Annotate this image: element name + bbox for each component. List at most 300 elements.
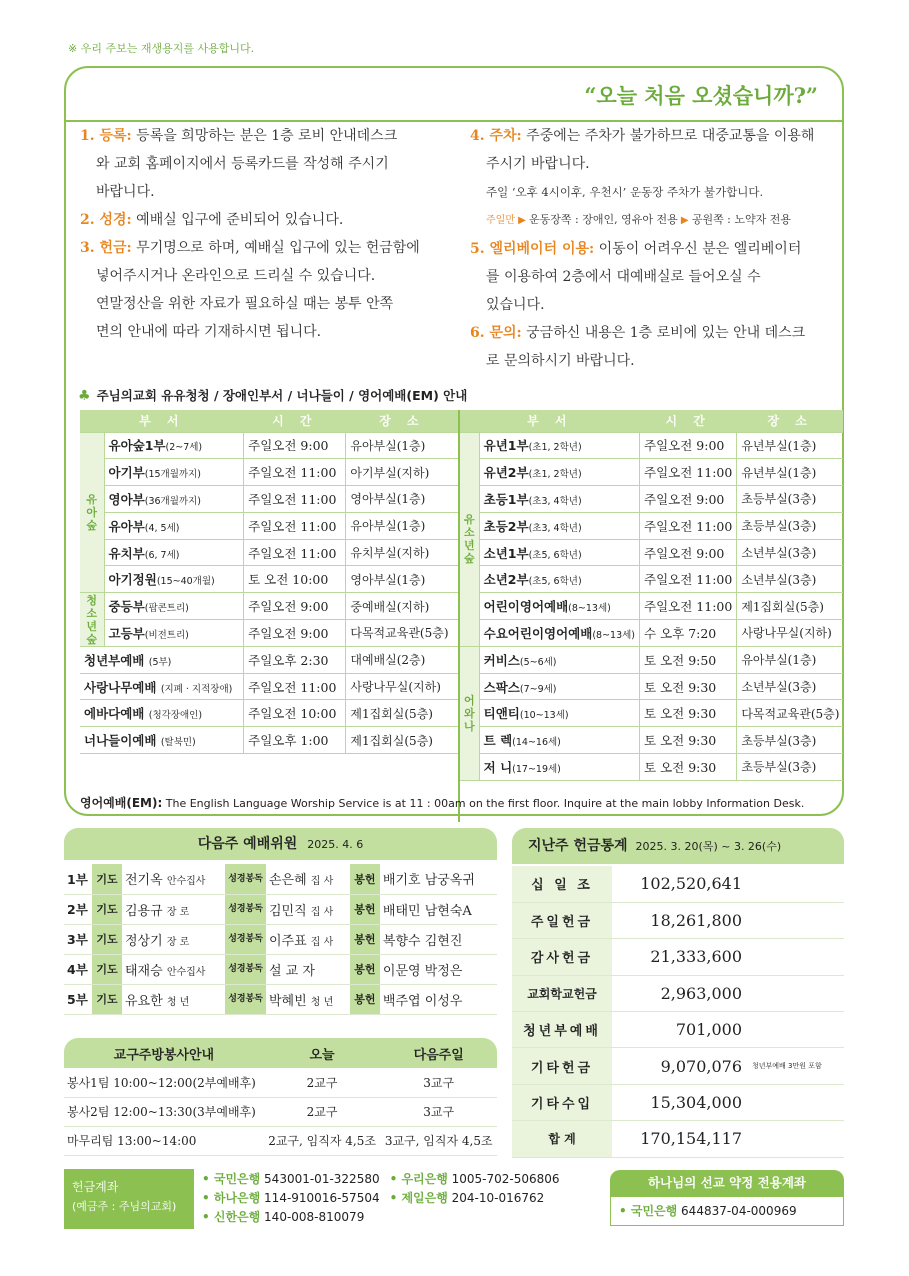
dept-place: 제1집회실(5층) xyxy=(737,593,844,620)
roles-prayer-label: 기도 xyxy=(92,954,122,984)
dept-place: 유년부실(1층) xyxy=(737,432,844,459)
dept-place: 제1집회실(5층) xyxy=(346,700,458,727)
offering-date: 2025. 3. 20(목) ~ 3. 26(수) xyxy=(635,840,782,853)
dept-name xyxy=(104,620,244,647)
info-text: 연말정산을 위한 자료가 필요하실 때는 봉투 안쪽 xyxy=(96,296,394,312)
dept-name-text: 소년2부 xyxy=(483,572,529,588)
offering-amount: 18,261,800 xyxy=(612,902,748,938)
roles-read-name xyxy=(266,924,350,954)
dept-name xyxy=(479,727,639,754)
dept-name-sub: (7~9세) xyxy=(519,683,557,695)
roles-read-name xyxy=(266,954,350,984)
dept-time: 주일오전 9:00 xyxy=(244,432,346,459)
bank-account-row xyxy=(202,1189,560,1208)
dept-name xyxy=(80,646,244,673)
service-header-0: 교구주방봉사안내 xyxy=(113,1047,215,1063)
em-text: The English Language Worship Service is at 11 : 00am on the first floor. Inquire at the main lobby Information Desk. xyxy=(165,797,805,810)
info-text: 와 교회 홈페이지에서 등록카드를 작성해 주시기 xyxy=(96,156,389,172)
roles-read-label: 성경봉독 xyxy=(225,954,266,984)
roles-row xyxy=(64,954,497,984)
dept-name-sub: (초1, 2학년) xyxy=(528,469,582,481)
info-line xyxy=(470,291,834,319)
mission-account-title: 하나님의 선교 약정 전용계좌 xyxy=(610,1170,844,1196)
dept-name-sub: (8~13세) xyxy=(592,629,636,641)
dept-name xyxy=(479,700,639,727)
info-column-right xyxy=(470,122,834,375)
info-item xyxy=(470,122,834,235)
info-text: 있습니다. xyxy=(486,297,545,313)
offering-row xyxy=(512,939,844,975)
offering-amount: 170,154,117 xyxy=(612,1121,748,1157)
dept-place: 다목적교육관(5층) xyxy=(737,700,844,727)
dept-row xyxy=(80,673,458,700)
roles-offer-label: 봉헌 xyxy=(350,984,380,1014)
roles-offer-names: 복향수 김현진 xyxy=(380,924,497,954)
dept-name-text: 사랑나무예배 xyxy=(84,679,157,695)
dept-place: 초등부실(3층) xyxy=(737,727,844,754)
roles-prayer-name xyxy=(122,894,225,924)
dept-table-right xyxy=(460,410,843,781)
service-header-1: 오늘 xyxy=(309,1047,335,1063)
dept-time: 주일오전 11:00 xyxy=(640,459,737,486)
dept-name xyxy=(104,459,244,486)
offering-note xyxy=(748,902,844,938)
dept-place: 유아부실(1층) xyxy=(346,512,458,539)
roles-offer-label: 봉헌 xyxy=(350,864,380,894)
dept-name xyxy=(80,673,244,700)
info-text: 무기명으로 하며, 예배실 입구에 있는 헌금함에 xyxy=(136,240,420,256)
person-name: 박혜빈 xyxy=(268,993,311,1009)
dept-time: 주일오전 11:00 xyxy=(244,512,346,539)
dept-row xyxy=(460,646,843,673)
person-title: 안수집사 xyxy=(166,876,206,888)
person-title: 안수집사 xyxy=(166,966,206,978)
dept-place: 초등부실(3층) xyxy=(737,486,844,513)
dept-name xyxy=(104,486,244,513)
person-name: 태재승 xyxy=(125,963,167,979)
dept-name-text: 고등부 xyxy=(108,625,145,641)
dept-row xyxy=(80,646,458,673)
info-text: 예배실 입구에 준비되어 있습니다. xyxy=(136,212,344,228)
dept-name-text: 어린이영어예배 xyxy=(483,599,569,615)
roles-prayer-label: 기도 xyxy=(92,894,122,924)
dept-time: 주일오후 2:30 xyxy=(244,646,346,673)
dept-name-text: 유아숲1부 xyxy=(108,438,166,454)
dept-name xyxy=(104,593,244,620)
dept-name-text: 중등부 xyxy=(108,599,145,615)
dept-name-sub: (4, 5세) xyxy=(144,522,180,534)
offering-category: 교회학교헌금 xyxy=(512,975,612,1011)
offering-category: 합 계 xyxy=(512,1121,612,1157)
info-text: 등록을 희망하는 분은 1층 로비 안내데스크 xyxy=(136,128,398,144)
offering-note xyxy=(748,866,844,902)
dept-place: 다목적교육관(5층) xyxy=(346,620,458,647)
roles-prayer-name xyxy=(122,864,225,894)
roles-service-no: 1부 xyxy=(64,864,92,894)
dept-name-sub: (팝콘트리) xyxy=(144,603,189,615)
person-name: 김용규 xyxy=(125,903,167,919)
dept-name-text: 초등2부 xyxy=(483,518,529,534)
person-name: 정상기 xyxy=(125,933,167,949)
service-today: 2교구 xyxy=(264,1097,381,1126)
offering-category: 청년부예배 xyxy=(512,1012,612,1048)
info-head: 5. 엘리베이터 이용: xyxy=(470,241,595,257)
dept-name-text: 유치부 xyxy=(108,545,145,561)
dept-name-sub: (지폐 · 지적장애) xyxy=(160,683,233,695)
info-head: 1. 등록: xyxy=(80,128,132,144)
person-title: 집 사 xyxy=(310,906,334,918)
info-head: 6. 문의: xyxy=(470,325,522,341)
service-team: 봉사2팀 12:00~13:30(3부예배후) xyxy=(64,1097,264,1126)
dept-name-sub: (5부) xyxy=(148,656,172,668)
dept-time: 토 오전 9:30 xyxy=(640,727,737,754)
offering-note xyxy=(748,1121,844,1157)
info-text: 주시기 바랍니다. xyxy=(486,156,590,172)
service-today: 2교구 xyxy=(264,1068,381,1097)
info-column-left xyxy=(80,122,472,346)
offering-amount: 21,333,600 xyxy=(612,939,748,975)
service-next: 3교구 xyxy=(380,1068,497,1097)
dept-place: 소년부실(3층) xyxy=(737,673,844,700)
info-text: 주일 ‘오후 4시이후, 우천시’ 운동장 주차가 불가합니다. xyxy=(486,185,764,199)
roles-prayer-name xyxy=(122,954,225,984)
roles-offer-names: 이문영 박정은 xyxy=(380,954,497,984)
dept-name xyxy=(479,459,639,486)
roles-offer-label: 봉헌 xyxy=(350,924,380,954)
info-head: 4. 주차: xyxy=(470,128,522,144)
offering-row xyxy=(512,1048,844,1084)
offering-row xyxy=(512,866,844,902)
dept-place: 사랑나무실(지하) xyxy=(346,673,458,700)
offering-row xyxy=(512,1084,844,1120)
dept-header-dept: 부 서 xyxy=(460,410,640,432)
dept-name-text: 수요어린이영어예배 xyxy=(483,625,593,641)
dept-place: 제1집회실(5층) xyxy=(346,727,458,754)
club-icon: ♣ xyxy=(78,388,91,404)
dept-time: 주일오전 11:00 xyxy=(244,459,346,486)
bank-name: • 제일은행 xyxy=(389,1191,448,1205)
dept-name xyxy=(479,512,639,539)
roles-date: 2025. 4. 6 xyxy=(307,838,364,851)
dept-group-label: 어 와 나 xyxy=(460,646,479,780)
dept-place: 영아부실(1층) xyxy=(346,566,458,593)
dept-place: 유치부실(지하) xyxy=(346,539,458,566)
dept-name xyxy=(80,700,244,727)
roles-read-label: 성경봉독 xyxy=(225,984,266,1014)
person-title: 장 로 xyxy=(166,936,190,948)
dept-row xyxy=(460,512,843,539)
roles-title: 다음주 예배위원 xyxy=(197,836,298,852)
dept-place: 유년부실(1층) xyxy=(737,459,844,486)
em-label: 영어예배(EM): xyxy=(80,796,163,810)
offering-header xyxy=(512,828,844,864)
offering-row xyxy=(512,975,844,1011)
bank-name: • 신한은행 xyxy=(202,1210,261,1224)
dept-name-text: 유년1부 xyxy=(483,438,529,454)
dept-row xyxy=(80,512,458,539)
dept-name-sub: (초3, 4학년) xyxy=(528,522,582,534)
dept-header-time: 시 간 xyxy=(640,410,737,432)
offering-row xyxy=(512,1012,844,1048)
dept-name-text: 너나들이예배 xyxy=(84,733,157,749)
dept-name-text: 초등1부 xyxy=(483,491,529,507)
service-table xyxy=(64,1038,497,1156)
bank-account-no: 204-10-016762 xyxy=(451,1191,545,1205)
bank-accounts xyxy=(202,1170,560,1227)
dept-time: 주일오전 9:00 xyxy=(244,620,346,647)
person-title: 청 년 xyxy=(166,996,190,1008)
dept-time: 주일오전 9:00 xyxy=(244,593,346,620)
dept-name-sub: (10~13세) xyxy=(519,710,569,722)
service-row xyxy=(64,1068,497,1097)
info-line xyxy=(80,234,472,262)
offering-row xyxy=(512,1121,844,1157)
triangle-icon: ▶ xyxy=(677,215,692,226)
offering-amount: 15,304,000 xyxy=(612,1084,748,1120)
offering-amount: 9,070,076 xyxy=(612,1048,748,1084)
service-team: 마무리팀 13:00~14:00 xyxy=(64,1126,264,1155)
info-head: 3. 헌금: xyxy=(80,240,132,256)
person-name: 설 교 자 xyxy=(268,963,315,979)
info-line xyxy=(470,178,834,206)
info-item xyxy=(80,234,472,346)
dept-row xyxy=(80,539,458,566)
dept-time: 주일오전 9:00 xyxy=(640,539,737,566)
info-text: 를 이용하여 2층에서 대예배실로 들어오실 수 xyxy=(486,269,761,285)
roles-read-label: 성경봉독 xyxy=(225,894,266,924)
dept-time: 주일오전 10:00 xyxy=(244,700,346,727)
dept-header-place: 장 소 xyxy=(737,410,844,432)
info-text: 이동이 어려우신 분은 엘리베이터 xyxy=(598,241,802,257)
dept-name xyxy=(479,539,639,566)
dept-time: 주일오전 11:00 xyxy=(244,486,346,513)
dept-name-text: 유아부 xyxy=(108,518,145,534)
roles-row xyxy=(64,864,497,894)
info-line xyxy=(470,263,834,291)
service-header-2: 다음주일 xyxy=(413,1047,464,1063)
service-team: 봉사1팀 10:00~12:00(2부예배후) xyxy=(64,1068,264,1097)
dept-time: 주일오전 11:00 xyxy=(244,673,346,700)
roles-service-no: 2부 xyxy=(64,894,92,924)
dept-name-sub: (14~16세) xyxy=(512,737,561,749)
offering-note xyxy=(748,1084,844,1120)
info-head: 2. 성경: xyxy=(80,212,132,228)
dept-group-label: 청 소 년 숲 xyxy=(80,593,104,647)
roles-offer-names: 배태민 남현숙A xyxy=(380,894,497,924)
parking-b: 공원쪽 : 노약자 전용 xyxy=(691,213,792,226)
roles-read-label: 성경봉독 xyxy=(225,924,266,954)
roles-offer-label: 봉헌 xyxy=(350,894,380,924)
dept-row xyxy=(460,432,843,459)
dept-row xyxy=(460,566,843,593)
dept-place: 영아부실(1층) xyxy=(346,486,458,513)
dept-time: 주일오전 11:00 xyxy=(640,593,737,620)
dept-name-text: 트 렉 xyxy=(483,733,513,749)
bank-account-row xyxy=(202,1208,560,1227)
roles-row xyxy=(64,924,497,954)
roles-row xyxy=(64,894,497,924)
dept-time: 주일오전 11:00 xyxy=(244,539,346,566)
offering-category: 십 일 조 xyxy=(512,866,612,902)
offering-category: 주일헌금 xyxy=(512,902,612,938)
info-line xyxy=(470,235,834,263)
dept-name-text: 아기부 xyxy=(108,465,145,481)
bank-name: • 하나은행 xyxy=(202,1191,261,1205)
dept-name-sub: (6, 7세) xyxy=(144,549,180,561)
roles-read-name xyxy=(266,864,350,894)
info-text: 궁금하신 내용은 1층 로비에 있는 안내 데스크 xyxy=(526,325,806,341)
dept-name-sub: (5~6세) xyxy=(519,656,557,668)
dept-header-place: 장 소 xyxy=(346,410,458,432)
info-line xyxy=(80,262,472,290)
dept-name-text: 저 니 xyxy=(483,759,513,775)
info-item xyxy=(470,235,834,319)
dept-time: 토 오전 9:50 xyxy=(640,646,737,673)
recycled-paper-note: ※ 우리 주보는 재생용지를 사용합니다. xyxy=(68,42,255,55)
mission-bank: • 국민은행 xyxy=(619,1204,678,1218)
offering-note xyxy=(748,939,844,975)
info-text: 로 문의하시기 바랍니다. xyxy=(486,353,635,369)
service-row xyxy=(64,1097,497,1126)
service-next: 3교구 xyxy=(380,1097,497,1126)
mission-account xyxy=(610,1196,844,1226)
bank-account-row xyxy=(202,1170,560,1189)
dept-name-sub: (초5, 6학년) xyxy=(528,576,582,588)
dept-row xyxy=(80,486,458,513)
service-row xyxy=(64,1126,497,1155)
info-line xyxy=(470,319,834,347)
info-item xyxy=(80,206,472,234)
parking-a: 운동장쪽 : 장애인, 영유아 전용 xyxy=(529,213,678,226)
dept-name-text: 영아부 xyxy=(108,491,145,507)
dept-time: 토 오전 9:30 xyxy=(640,673,737,700)
bank-account-no: 114-910016-57504 xyxy=(264,1191,380,1205)
roles-header xyxy=(64,828,497,860)
info-text: 주중에는 주차가 불가하므로 대중교통을 이용해 xyxy=(526,128,815,144)
bank-label: 헌금계좌 xyxy=(72,1180,119,1194)
info-item xyxy=(470,319,834,375)
dept-place: 유아부실(1층) xyxy=(346,432,458,459)
parking-tag: 주일만 xyxy=(486,215,515,226)
dept-name-sub: (36개월까지) xyxy=(144,495,201,507)
dept-time: 주일오전 11:00 xyxy=(640,512,737,539)
dept-name-sub: (15~40개월) xyxy=(156,576,215,588)
dept-name xyxy=(104,566,244,593)
em-info xyxy=(80,794,804,811)
dept-name-text: 티앤티 xyxy=(483,706,520,722)
offering-row xyxy=(512,902,844,938)
dept-name-sub: (17~19세) xyxy=(512,763,561,775)
dept-name-sub: (2~7세) xyxy=(165,442,203,454)
person-name: 전기옥 xyxy=(125,873,167,889)
welcome-box xyxy=(64,66,844,816)
dept-place: 아기부실(지하) xyxy=(346,459,458,486)
dept-name-sub: (초5, 6학년) xyxy=(528,549,582,561)
dept-row xyxy=(80,620,458,647)
dept-name-sub: (15개월까지) xyxy=(144,469,201,481)
dept-section-title xyxy=(78,386,467,404)
dept-row xyxy=(460,754,843,781)
dept-time: 토 오전 9:30 xyxy=(640,700,737,727)
dept-time: 주일오전 11:00 xyxy=(640,566,737,593)
bank-label-box xyxy=(64,1169,194,1229)
dept-row xyxy=(80,700,458,727)
dept-name-sub: (탈북민) xyxy=(160,737,196,749)
bank-account-no: 140-008-810079 xyxy=(264,1210,365,1224)
roles-prayer-label: 기도 xyxy=(92,864,122,894)
dept-time: 토 오전 10:00 xyxy=(244,566,346,593)
dept-header-row xyxy=(460,410,843,432)
roles-table xyxy=(64,864,497,1015)
offering-note xyxy=(748,1012,844,1048)
offering-amount: 701,000 xyxy=(612,1012,748,1048)
dept-name xyxy=(104,539,244,566)
offering-table xyxy=(512,866,844,1158)
dept-row xyxy=(80,593,458,620)
offering-category: 감사헌금 xyxy=(512,939,612,975)
info-line xyxy=(470,122,834,150)
dept-name xyxy=(479,646,639,673)
dept-row xyxy=(80,566,458,593)
offering-note: 청년부예배 3만원 포함 xyxy=(748,1048,844,1084)
dept-name xyxy=(479,432,639,459)
dept-name xyxy=(479,620,639,647)
offering-amount: 102,520,641 xyxy=(612,866,748,902)
info-line xyxy=(80,178,472,206)
dept-table-left xyxy=(80,410,458,754)
dept-row xyxy=(460,459,843,486)
roles-service-no: 3부 xyxy=(64,924,92,954)
roles-service-no: 5부 xyxy=(64,984,92,1014)
dept-name xyxy=(479,593,639,620)
dept-time: 수 오후 7:20 xyxy=(640,620,737,647)
dept-name-text: 에바다예배 xyxy=(84,706,145,722)
dept-place: 사랑나무실(지하) xyxy=(737,620,844,647)
service-header-row xyxy=(64,1038,497,1068)
person-name: 손은혜 xyxy=(268,873,311,889)
dept-place: 대예배실(2층) xyxy=(346,646,458,673)
dept-place: 초등부실(3층) xyxy=(737,754,844,781)
dept-place: 초등부실(3층) xyxy=(737,512,844,539)
dept-row xyxy=(460,620,843,647)
dept-time: 주일오전 9:00 xyxy=(640,432,737,459)
offering-amount: 2,963,000 xyxy=(612,975,748,1011)
dept-name-text: 스팍스 xyxy=(483,679,520,695)
dept-name-sub: (8~13세) xyxy=(568,603,611,615)
roles-offer-label: 봉헌 xyxy=(350,954,380,984)
dept-row xyxy=(80,727,458,754)
offering-category: 기타수입 xyxy=(512,1084,612,1120)
roles-prayer-name xyxy=(122,924,225,954)
roles-prayer-label: 기도 xyxy=(92,984,122,1014)
offering-note xyxy=(748,975,844,1011)
dept-name xyxy=(479,566,639,593)
dept-place: 유아부실(1층) xyxy=(737,646,844,673)
service-next: 3교구, 임직자 4,5조 xyxy=(380,1126,497,1155)
dept-name xyxy=(104,512,244,539)
dept-name-sub: (청각장애인) xyxy=(148,710,203,722)
person-name: 유요한 xyxy=(125,993,167,1009)
mission-account-no: 644837-04-000969 xyxy=(681,1204,797,1218)
dept-group-label: 유 아 숲 xyxy=(80,432,104,593)
roles-offer-names: 배기호 남궁옥귀 xyxy=(380,864,497,894)
dept-row xyxy=(80,432,458,459)
dept-place: 소년부실(3층) xyxy=(737,539,844,566)
roles-row xyxy=(64,984,497,1014)
roles-read-label: 성경봉독 xyxy=(225,864,266,894)
person-title: 집 사 xyxy=(310,876,334,888)
person-title: 청 년 xyxy=(310,996,334,1008)
